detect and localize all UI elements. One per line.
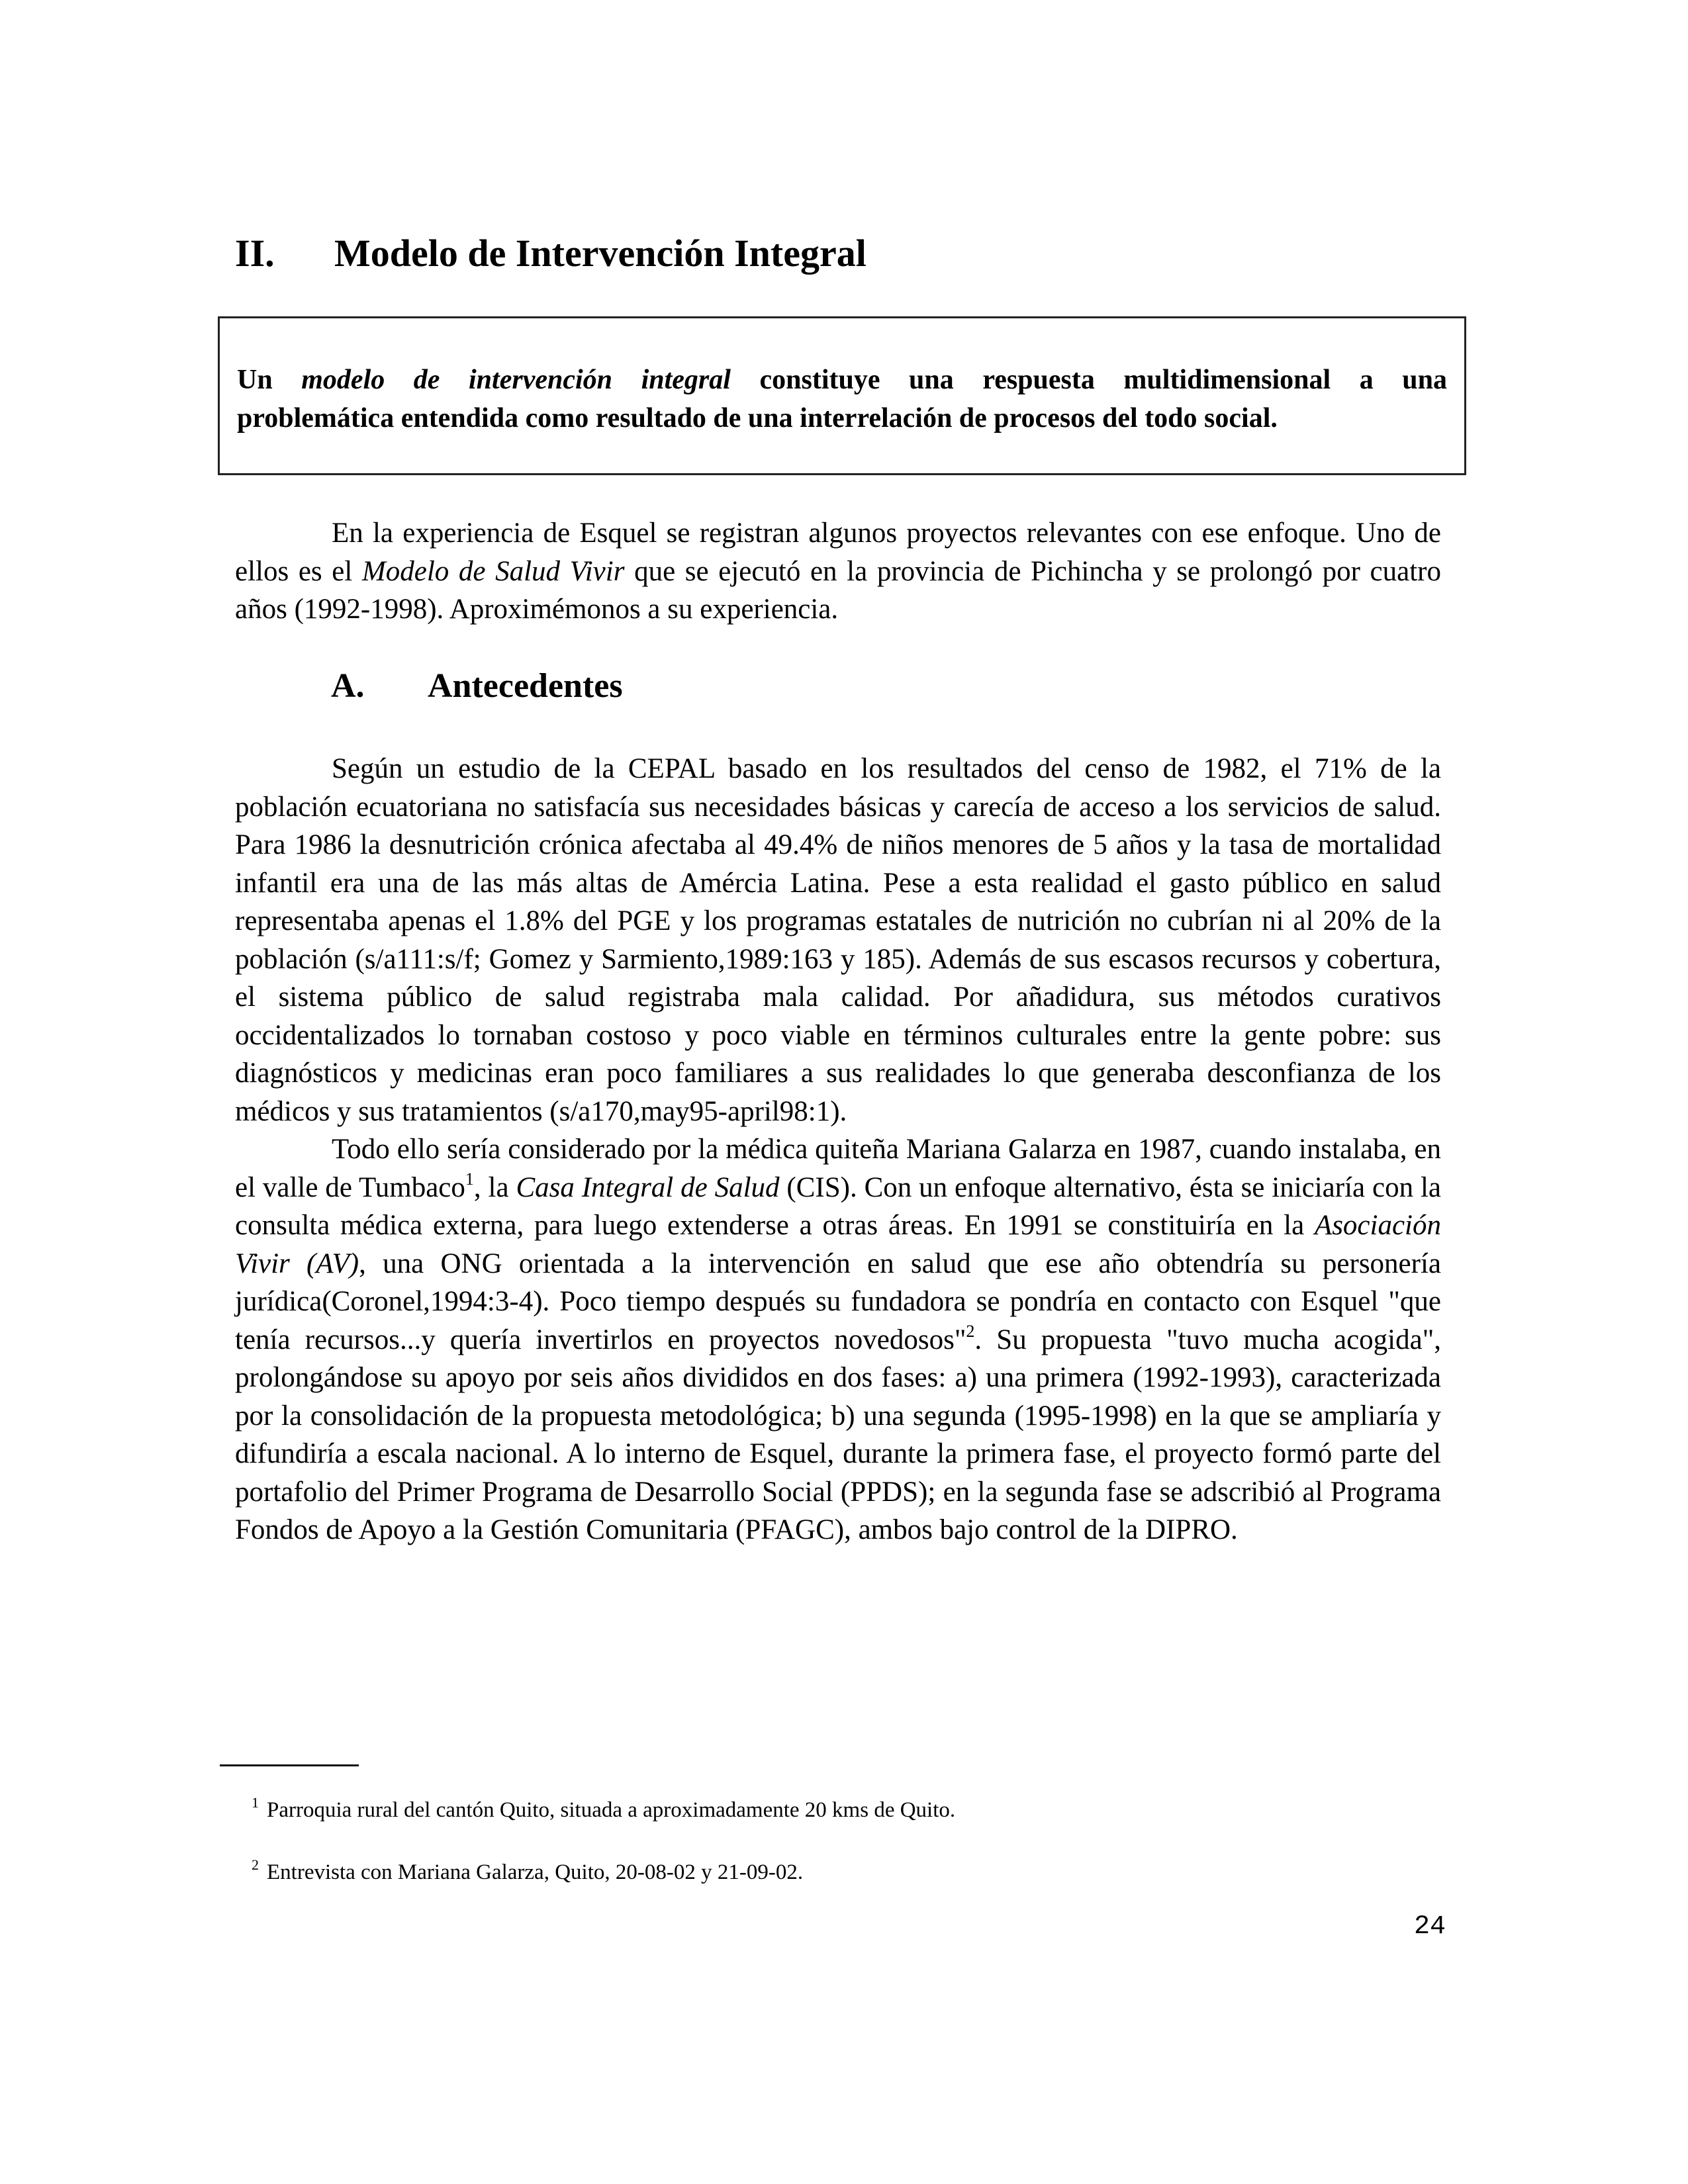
definition-text (237, 361, 1447, 437)
definition-term: modelo de intervención integral (301, 365, 731, 395)
definition-box (218, 316, 1466, 475)
subsection-title: Antecedentes (428, 667, 623, 705)
section-title: Modelo de Intervención Integral (334, 232, 867, 275)
paragraph-2 (235, 1130, 1441, 1549)
p2-italic-av: Asociación Vivir (AV) (235, 1210, 1441, 1279)
intro-text-1: En la experiencia de Esquel se registran algunos proyectos relevantes con ese enfoque. Uno de ellos es el (235, 518, 1441, 587)
p2-text-4: , una ONG orientada a la intervención en salud que ese año obtendría su personería jurídica(Coronel,1994:3-4). Poco tiempo después su fundadora se pondría en contacto con Esquel "que tenía recursos...y quería invertirlos en proyectos novedosos" (235, 1248, 1441, 1355)
intro-paragraph (235, 514, 1441, 629)
paragraph-1: Según un estudio de la CEPAL basado en los resultados del censo de 1982, el 71% de la población ecuatoriana no satisfacía sus necesidades básicas y carecía de acceso a los servicios de salud. Para 1986 la desnutrición crónica afectaba al 49.4% de niños menores de 5 años y la tasa de mortalidad infantil era una de las más altas de Amércia Latina. Pese a esta realidad el gasto público en salud representaba apenas el 1.8% del PGE y los programas estatales de nutrición no cubrían ni al 20% de la población (s/a111:s/f; Gomez y Sarmiento,1989:163 y 185). Además de sus escasos recursos y cobertura, el sistema público de salud registraba mala calidad. Por añadidura, sus métodos curativos occidentalizados lo tornaban costoso y poco viable en términos culturales entre la gente pobre: sus diagnósticos y medicinas eran poco familiares a sus realidades lo que generaba desconfianza de los médicos y sus tratamientos (s/a170,may95-april98:1). (235, 753, 1441, 1127)
intro-text-2: que se ejecutó en la provincia de Pichincha y se prolongó por cuatro años (1992-1998). Aproximémonos a su experiencia. (235, 555, 1441, 625)
definition-lead: Un (237, 365, 273, 395)
page-number: 24 (1414, 1912, 1446, 1942)
body-section (235, 750, 1441, 1549)
section-heading (235, 230, 867, 277)
footnote-separator (220, 1764, 359, 1766)
footnote-text: Entrevista con Mariana Galarza, Quito, 20-08-02 y 21-09-02. (267, 1860, 804, 1884)
subsection-heading (331, 665, 623, 707)
footnote-mark: 1 (252, 1794, 259, 1811)
p2-text-3: (CIS). Con un enfoque alternativo, ésta se iniciaría con la consulta médica externa, para luego extenderse a otras áreas. En 1991 se constituiría en la (235, 1171, 1441, 1241)
p2-text-1: Todo ello sería considerado por la médica quiteña Mariana Galarza en 1987, cuando instalaba, en el valle de Tumbaco (235, 1134, 1441, 1203)
definition-line1-rest: constituye una respuesta multidimensional a una (759, 365, 1447, 395)
subsection-number: A. (331, 667, 365, 705)
footnote-text: Parroquia rural del cantón Quito, situada a aproximadamente 20 kms de Quito. (267, 1798, 956, 1822)
footnote-ref-1[interactable]: 1 (465, 1169, 474, 1189)
p2-italic-cis: Casa Integral de Salud (516, 1171, 780, 1203)
definition-line2: problemática entendida como resultado de una interrelación de procesos del todo social. (237, 403, 1278, 433)
footnote-1 (252, 1790, 955, 1823)
footnote-ref-2[interactable]: 2 (966, 1321, 975, 1341)
section-number: II. (235, 232, 275, 275)
p2-text-2: , la (473, 1171, 516, 1203)
footnote-mark: 2 (252, 1856, 259, 1873)
p2-text-5: . Su propuesta "tuvo mucha acogida", prolongándose su apoyo por seis años divididos en dos fases: a) una primera (1992-1993), caracterizada por la consolidación de la propuesta metodológica; b) una segunda (1995-1998) en la que se ampliaría y difundiría a escala nacional. A lo interno de Esquel, durante la primera fase, el proyecto formó parte del portafolio del Primer Programa de Desarrollo Social (PPDS); en la segunda fase se adscribió al Programa Fondos de Apoyo a la Gestión Comunitaria (PFAGC), ambos bajo control de la DIPRO. (235, 1324, 1441, 1545)
intro-italic-model: Modelo de Salud Vivir (361, 555, 625, 587)
footnote-2 (252, 1852, 803, 1886)
